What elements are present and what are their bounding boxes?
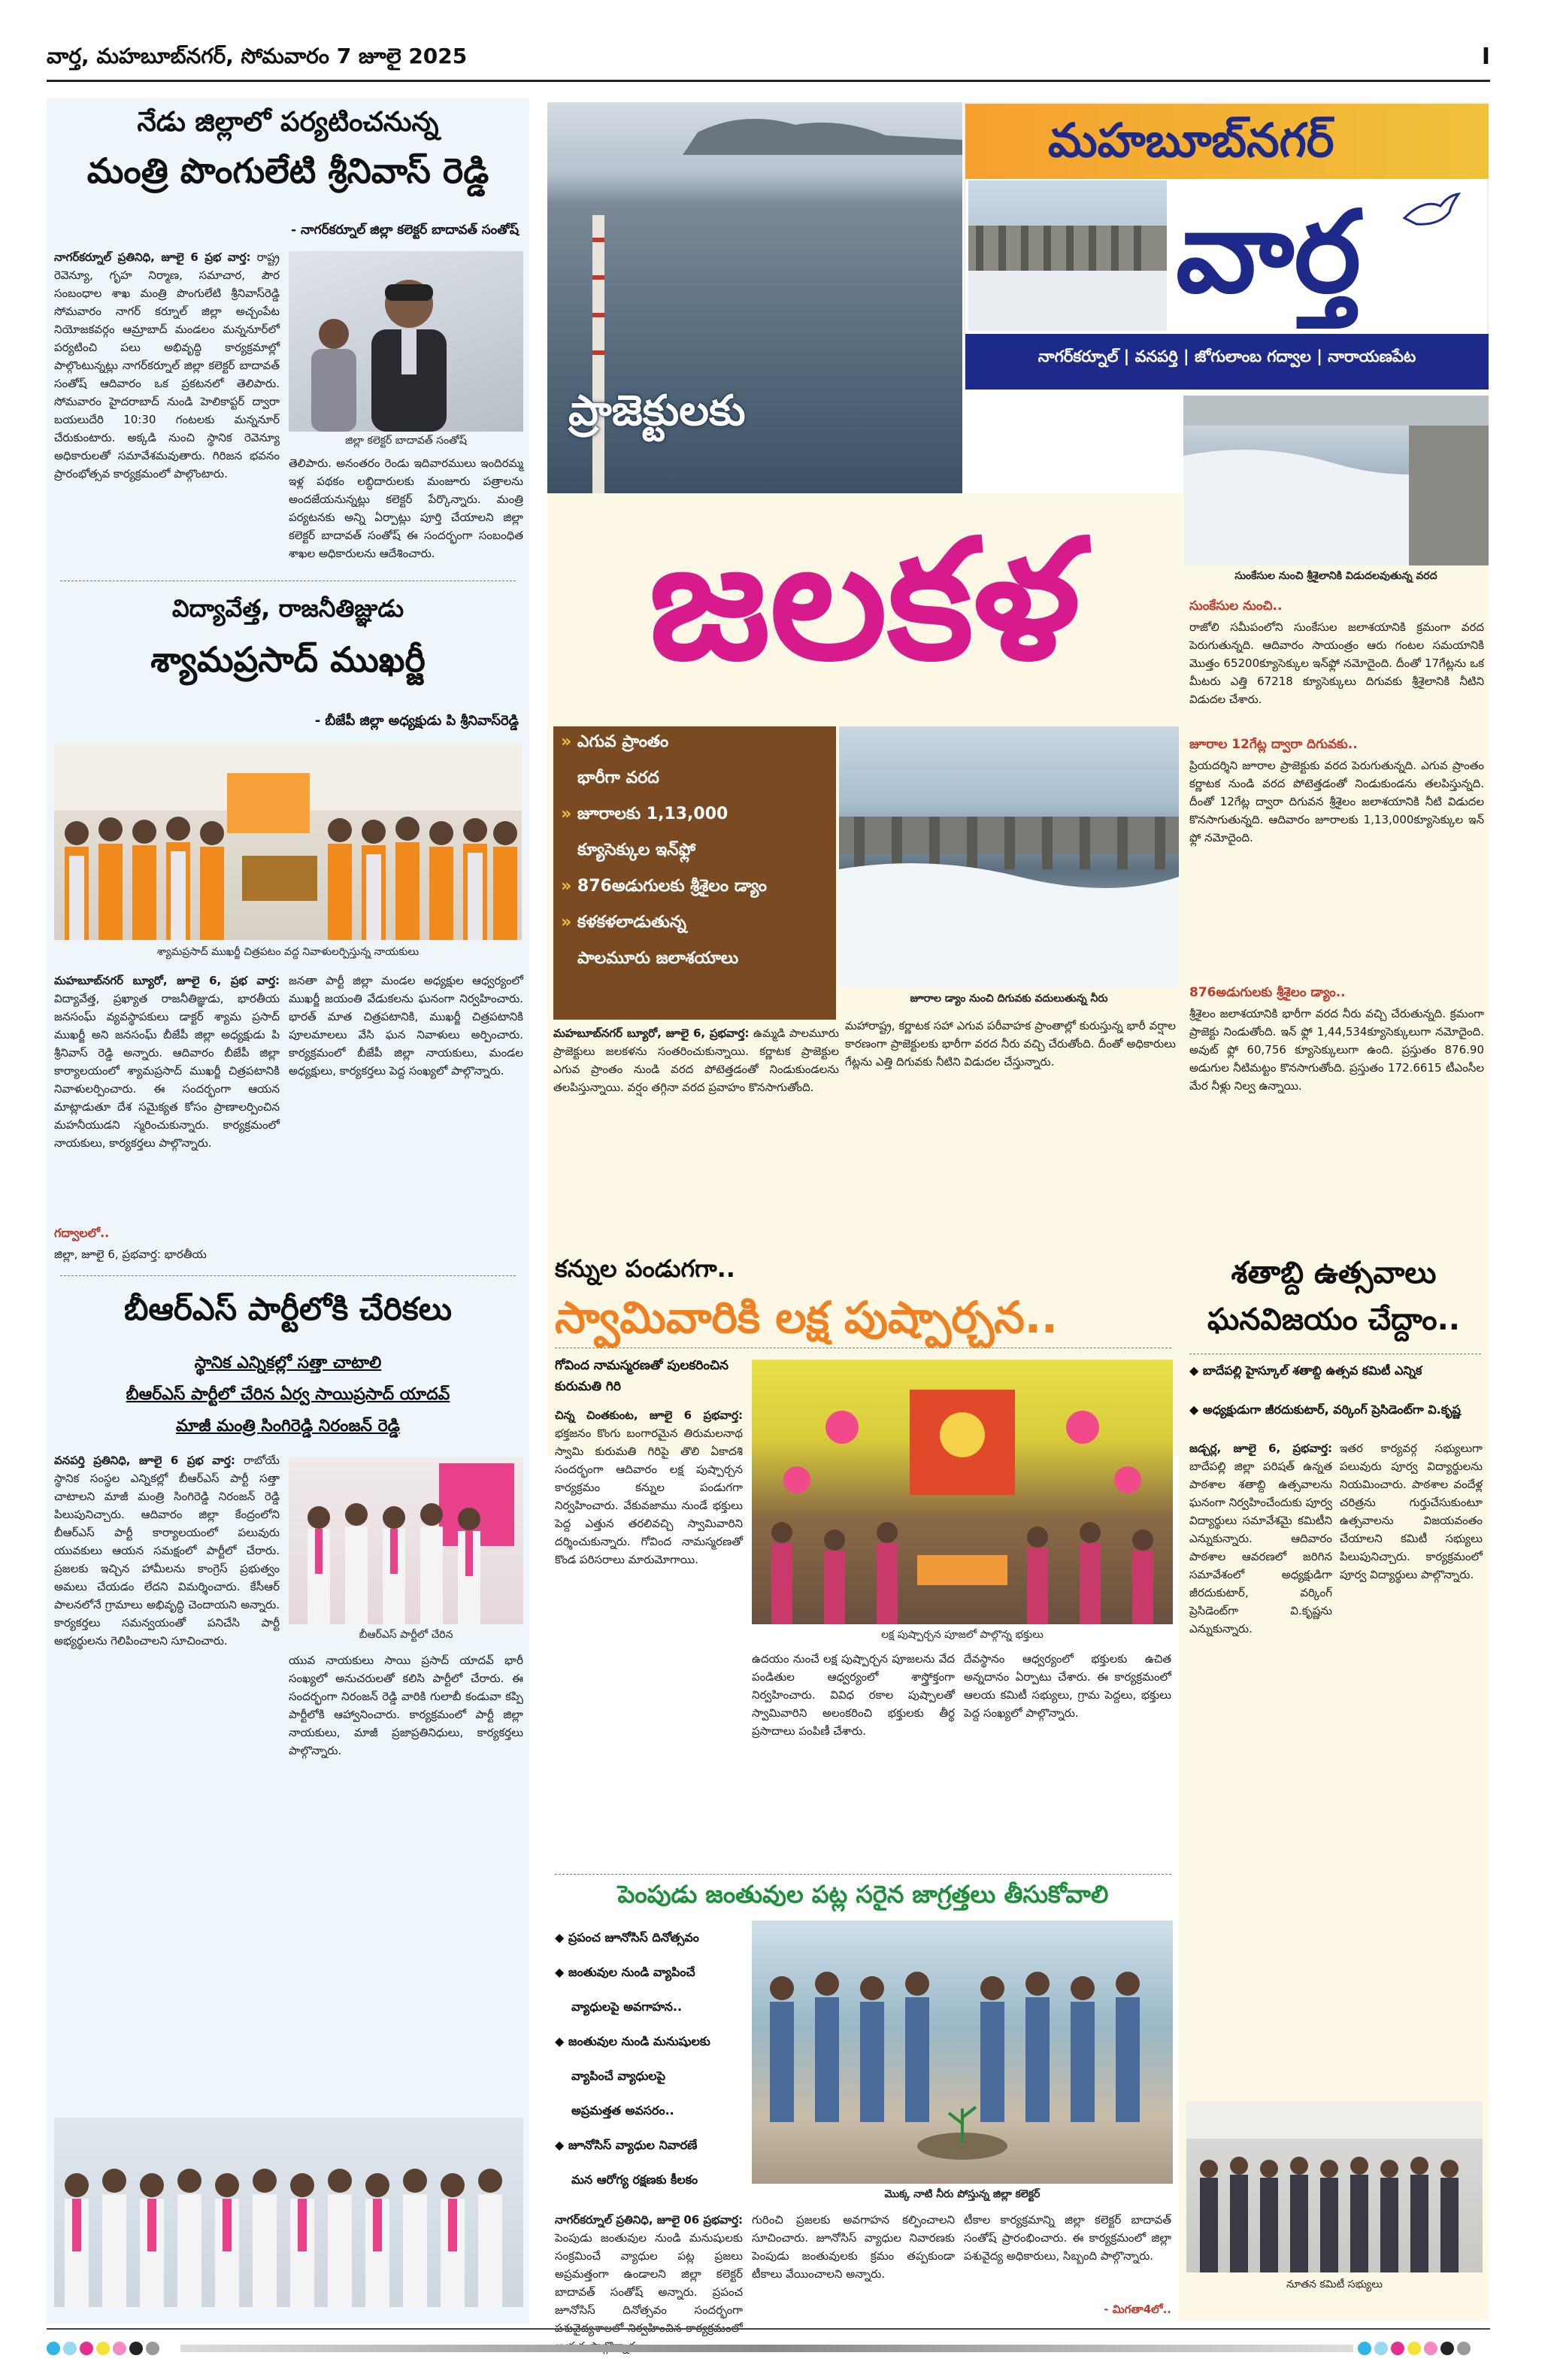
masthead-district: మహబూబ్‌నగర్	[1048, 113, 1334, 168]
temple-body-col2-text: ఉదయం నుంచే లక్ష పుష్పార్చన పూజలను వేద పండితుల ఆధ్వర్యంలో శాస్త్రోక్తంగా నిర్వహించారు. వివిధ రకాల పుష్పాలతో స్వామివారిని అలంకరించి భక్తులకు తీర్థ ప్రసాదాలు పంపిణీ చేశారు.	[752, 1652, 955, 1738]
diamond-icon: ◆	[555, 1930, 565, 1945]
highlight-row-0	[561, 732, 828, 769]
minister-lead: నాగర్‌కర్నూల్ ప్రతినిధి, జూలై 6 ప్రభ వార్త:	[54, 250, 251, 264]
dateline-text: వార్త, మహబూబ్‌నగర్, సోమవారం 7 జూలై 2025	[47, 44, 468, 68]
reservoir-right-body1: రాజోలి సమీపంలోని సుంకేసుల జలాశయానికి క్రమంగా వరద పెరుగుతున్నది. ఆదివారం సాయంత్రం ఆరు గంటల సమయానికి మొత్తం 65200క్యూసెక్కుల ఇన్‌ఫ్లో నమోదైంది. దీంతో 17గేట్లను ఒక మీటరు ఎత్తి 67218 క్యూసెక్కులు దిగువకు శ్రీశైలానికి నీటిని విడుదల చేశారు.	[1189, 620, 1484, 706]
minister-body-col1-text: రాష్ట్ర రెవెన్యూ, గృహ నిర్మాణ, సమాచార, పౌర సంబంధాల శాఖ మంత్రి పొంగులేటి శ్రీనివాస్‌రెడ్డి సోమవారం నాగర్ కర్నూల్ జిల్లా అచ్చంపేట నియోజకవర్గం ఆమ్రాబాద్ మండలం మన్ననూర్‌లో పర్యటించి పలు అభివృద్ధి కార్యక్రమాల్లో పాల్గొంటున్నట్లు నాగర్‌కర్నూల్ జిల్లా కలెక్టర్ బాదావత్ సంతోష్ ఆదివారం ఒక ప్రకటనలో తెలిపారు. సోమవారం హైదరాబాద్ నుండి హెలికాప్టర్ ద్వారా బయలుదేరి 10:30 గంటలకు మన్ననూర్ చేరుకుంటారు. అక్కడి నుంచి స్థానిక రెవెన్యూ అధికారులతో సమావేశమవుతారు. గిరిజన భవనం ప్రారంభోత్సవ కార్యక్రమంలో పాల్గొంటారు.	[54, 250, 280, 481]
reservoir-right-title3: 876అడుగులకు శ్రీశైలం డ్యాం..	[1189, 985, 1346, 1000]
diamond-icon: ◆	[1189, 1402, 1199, 1417]
highlight-row-6	[561, 949, 828, 985]
zoonosis-bullet-0	[555, 1921, 743, 1955]
reg-dot-lightcyan-r	[1374, 2342, 1388, 2355]
highlight-row-4	[561, 877, 828, 913]
highlight-text-5: కళకళలాడుతున్న	[577, 913, 686, 932]
brs-photo-caption: బీఆర్ఎస్ పార్టీలో చేరిన	[359, 1629, 453, 1641]
mukherjee-photo-group	[54, 743, 522, 940]
zoonosis-headline: పెంపుడు జంతువుల పట్ల సరైన జాగ్రత్తలు తీసుకోవాలి	[617, 1880, 1109, 1909]
highlight-text-0: ఎగువ ప్రాంతం	[577, 732, 669, 751]
reg-dot-grey	[146, 2342, 159, 2355]
masthead-subdistricts: నాగర్‌కర్నూల్ | వనపర్తి | జోగులాంబ గద్వాల | నారాయణపేట	[1038, 347, 1416, 365]
brs-photo-group	[289, 1457, 523, 1624]
zoonosis-bullet-6-text: జూనోసిస్ వ్యాధుల నివారణే	[568, 2138, 698, 2152]
masthead-brand	[1176, 177, 1486, 328]
temple-body-col3	[964, 1650, 1171, 1865]
minister-body-col2-text: తెలిపారు. అనంతరం రెండు ఇదివారములు ఇందిరమ్మ ఇళ్ల పథకం లబ్ధిదారులకు మంజూరు పత్రాలను అందజేయనున్నట్లు కలెక్టర్ పేర్కొన్నారు. మంత్రి పర్యటనకు అన్ని ఏర్పాట్లు పూర్తి చేయాలని జిల్లా కలెక్టర్ బాదావత్ సంతోష్ ఈ సందర్భంగా సంబంధిత శాఖల అధికారులను ఆదేశించారు.	[289, 456, 523, 560]
temple-photo	[752, 1360, 1173, 1624]
footer-gradient-bar	[180, 2345, 1353, 2352]
brs-lead: వనపర్తి ప్రతినిధి, జూలై 6 ప్రభ వార్త:	[54, 1454, 235, 1467]
reservoir-right-title2: జూరాల 12గేట్ల ద్వారా దిగువకు..	[1189, 737, 1358, 752]
divider-2	[60, 1275, 516, 1276]
zoonosis-bullet-4-text: వ్యాపించే వ్యాధులపై	[571, 2069, 665, 2083]
masthead	[964, 102, 1489, 390]
zoonosis-bullet-3	[555, 2024, 743, 2059]
mukherjee-body-col1	[54, 972, 280, 1224]
dateline	[47, 44, 1490, 78]
brs-photo	[289, 1457, 523, 1624]
reservoir-highlight-box	[553, 726, 836, 1020]
reservoir-headline: జలకళ	[649, 504, 1080, 696]
jurala-dam-photo-caption: జూరాల డ్యాం నుంచి దిగువకు వదులుతున్న నీరు	[910, 993, 1108, 1005]
zoonosis-bullet-7-text: మన ఆరోగ్య రక్షణకు కీలకం	[571, 2172, 698, 2187]
zoonosis-photo	[752, 1921, 1173, 2184]
temple-body-col1	[555, 1406, 743, 1865]
zoonosis-body-col3-text: టీకాల కార్యక్రమాన్ని జిల్లా కలెక్టర్ బాదావత్ సంతోష్ ప్రారంభించారు. ఈ కార్యక్రమంలో జిల్లా పశువైద్య అధికారులు, సిబ్బంది పాల్గొన్నారు.	[964, 2213, 1171, 2263]
mukherjee-byline: - బీజేపీ జిల్లా అధ్యక్షుడు పి శ్రీనివాస్‌రెడ్డి	[314, 713, 519, 729]
zoonosis-photo-illustration	[752, 1921, 1173, 2184]
temple-kicker: కన్నుల పండుగగా..	[555, 1254, 735, 1283]
page-marker: I	[1481, 44, 1490, 70]
centenary-bullet2-text: అధ్యక్షుడుగా జీరదుకుటార్, వర్కింగ్ ప్రెసిడెంట్‌గా వి.కృష్ణ	[1202, 1402, 1461, 1417]
brs-sub3: మాజీ మంత్రి సింగిరెడ్డి నిరంజన్ రెడ్డి	[176, 1417, 400, 1436]
temple-sub: గోవింద నామస్మరణతో పులకరించిన కురుమతి గిరి	[555, 1358, 729, 1394]
zoonosis-bullet-0-text: ప్రపంచ జూనోసిస్ దినోత్సవం	[568, 1930, 699, 1945]
brs-sub2: బీఆర్ఎస్ పార్టీలో చేరిన ఏర్వ సాయిప్రసాద్ యాదవ్	[126, 1385, 450, 1404]
zoonosis-bullet-2-text: వ్యాధులపై అవగాహన..	[571, 2000, 683, 2014]
centenary-bullet1	[1189, 1361, 1484, 1381]
centenary-lead: జడ్చర్ల, జూలై 6, ప్రభవార్త:	[1189, 1442, 1332, 1455]
zoonosis-bullet-1	[555, 1955, 743, 1990]
temple-body-col3-text: దేవస్థానం ఆధ్వర్యంలో భక్తులకు ఉచిత అన్నదానం ఏర్పాటు చేశారు. ఈ కార్యక్రమంలో ఆలయ కమిటీ సభ్యులు, గ్రామ పెద్దలు, భక్తులు పెద్ద సంఖ్యలో పాల్గొన్నారు.	[964, 1652, 1171, 1720]
diamond-icon: ◆	[1189, 1363, 1199, 1378]
reg-dot-cyan-r	[1358, 2342, 1371, 2355]
mukherjee-kicker: విద్యావేత్త, రాజనీతిజ్ఞుడు	[171, 594, 404, 623]
diamond-icon: ◆	[555, 1965, 565, 1979]
centenary-body-col2	[1340, 1439, 1483, 2086]
reservoir-right-title1: సుంకేసుల నుంచి..	[1189, 599, 1283, 614]
minister-byline: - నాగర్‌కర్నూల్ జిల్లా కలెక్టర్ బాదావత్ సంతోష్	[291, 223, 519, 238]
centenary-photo-group	[1186, 2101, 1483, 2272]
minister-body-col1	[54, 248, 280, 564]
double-chevron-icon: »	[561, 877, 572, 896]
temple-body-col1-text: భక్తజనం కొంగు బంగారమైన తిరుమలనాథ స్వామి కురుమతి గిరిపై తొలి ఏకాదశి సందర్భంగా ఆదివారం లక్ష పుష్పార్చన కార్యక్రమం కన్నుల పండుగగా నిర్వహించారు. వేకువజాము నుండే భక్తులు పెద్ద ఎత్తున తరలివచ్చి స్వామివారిని దర్శించుకున్నారు. గోవింద నామస్మరణతో కొండ పరిసరాలు మారుమోగాయి.	[555, 1426, 743, 1566]
sunkesula-illustration	[1183, 396, 1489, 565]
reg-dot-pink-r	[1424, 2342, 1437, 2355]
masthead-dam-photo	[968, 180, 1167, 331]
reservoir-right-body3: శ్రీశైలం జలాశయానికి భారీగా వరద నీరు వచ్చి చేరుతున్నది. క్రమంగా ప్రాజెక్టు నిండుతోంది. ఇన్ ఫ్లో 1,44,534క్యూసెక్కులుగా నమోదైంది. అవుట్ ఫ్లో 60,756 క్యూసెక్కులుగా ఉంది. ప్రస్తుతం 876.90 అడుగుల నీటిమట్టం కొనసాగుతోంది. ప్రస్తుతం 172.6615 టీఎంసీల మేర నీళ్లు నిల్వ ఉన్నాయి.	[1189, 1007, 1484, 1093]
sunkesula-photo	[1183, 396, 1489, 565]
header-rule	[47, 80, 1490, 82]
highlight-text-1: భారీగా వరద	[577, 769, 659, 787]
mukherjee-lead: మహబూబ్‌నగర్ బ్యూరో, జూలై 6, ప్రభ వార్త:	[54, 974, 280, 987]
reg-dot-black	[129, 2342, 143, 2355]
reservoir-kicker: ప్రాజెక్టులకు	[568, 387, 746, 435]
zoonosis-bullet-1-text: జంతువుల నుండి వ్యాపించే	[568, 1965, 695, 1979]
dove-icon	[1401, 191, 1462, 233]
centenary-bullet2	[1189, 1400, 1484, 1420]
highlight-row-5	[561, 913, 828, 949]
registration-marks-left	[47, 2342, 162, 2358]
double-chevron-icon: »	[561, 732, 572, 751]
diamond-icon: ◆	[555, 2138, 565, 2152]
brs-body-col1	[54, 1451, 280, 2075]
mukherjee-photo	[54, 743, 522, 940]
reg-dot-black-r	[1440, 2342, 1454, 2355]
reg-dot-yellow-r	[1407, 2342, 1421, 2355]
diamond-icon: ◆	[555, 2034, 565, 2048]
zoonosis-bullet-7	[555, 2163, 743, 2197]
highlight-text-2: జూరాలకు 1,13,000	[577, 805, 729, 823]
brs-group-photo	[54, 2118, 523, 2307]
minister-kicker: నేడు జిల్లాలో పర్యటించనున్న	[137, 107, 439, 138]
brs-body-col1-text: రాబోయే స్థానిక సంస్థల ఎన్నికల్లో బీఆర్ఎస్ పార్టీ సత్తా చాటాలని మాజీ మంత్రి సింగిరెడ్డి నిరంజన్ రెడ్డి పిలుపునిచ్చారు. ఆదివారం జిల్లా కేంద్రంలోని బీఆర్ఎస్ పార్టీ కార్యాలయంలో పలువురు యువకులు ఆయన సమక్షంలో పార్టీలో చేరారు. ప్రజలకు ఇచ్చిన హామీలను కాంగ్రెస్ ప్రభుత్వం అమలు చేయడం లేదని విమర్శించారు. కేసీఆర్ పాలనలోనే గ్రామాలు అభివృద్ధి చెందాయని అన్నారు. కార్యకర్తలు సమన్వయంతో పనిచేసి పార్టీ అభ్యర్థులను గెలిపించాలని సూచించారు.	[54, 1454, 280, 1648]
centenary-photo-caption: నూతన కమిటీ సభ్యులు	[1286, 2278, 1383, 2291]
centenary-bullet1-text: బాదేపల్లి హైస్కూల్ శతాబ్ది ఉత్సవ కమిటీ ఎన్నిక	[1202, 1363, 1422, 1378]
mukherjee-headline: శ్యామప్రసాద్ ముఖర్జీ	[150, 639, 426, 680]
zoonosis-body-col2-text: గురించి ప్రజలకు అవగాహన కల్పించాలని సూచించారు. జూనోసిస్ వ్యాధుల నివారణకు పెంపుడు జంతువులకు క్రమం తప్పకుండా టీకాలు వేయించాలని అన్నారు.	[752, 2213, 955, 2281]
reservoir-body-col1	[553, 1024, 839, 1242]
reservoir-right-body2: ప్రియదర్శిని జూరాల ప్రాజెక్టుకు వరద పెరుగుతున్నది. ఎగువ ప్రాంతం కర్ణాటక నుండి వరద పోటెత్తడంతో నిండుకుండను తలపిస్తున్నది. దీంతో 12గేట్ల ద్వారా దిగువన శ్రీశైలం జలాశయానికి నీటి విడుదల కొనసాగుతున్నది. ఆదివారం జూరాలకు 1,13,000క్యూసెక్కుల ఇన్ ఫ్లో నమోదైంది.	[1189, 759, 1484, 844]
minister-headline: మంత్రి పొంగులేటి శ్రీనివాస్ రెడ్డి	[86, 150, 489, 191]
collector-photo	[289, 251, 523, 432]
zoonosis-bullet-box	[555, 1921, 743, 2202]
brs-group-photo-figures	[54, 2118, 523, 2307]
double-chevron-icon: »	[561, 913, 572, 932]
reg-dot-cyan	[47, 2342, 60, 2355]
zoonosis-body-col1-text: పెంపుడు జంతువుల నుండి మనుషులకు సంక్రమించే వ్యాధుల పట్ల ప్రజలు అప్రమత్తంగా ఉండాలని జిల్లా కలెక్టర్ బాదావత్ సంతోష్ అన్నారు. ప్రపంచ జూనోసిస్ దినోత్సవం సందర్భంగా పశువైద్యశాలలో నిర్వహించిన కార్యక్రమంలో	[555, 2231, 743, 2335]
footer-rule	[47, 2328, 1490, 2330]
reg-dot-yellow	[96, 2342, 110, 2355]
centenary-headline2: ఘనవిజయం చేద్దాం..	[1207, 1302, 1460, 1337]
mukherjee-body-col2-text: జనతా పార్టీ జిల్లా మండల అధ్యక్షుల ఆధ్వర్యంలో ముఖర్జీ జయంతి వేడుకలను ఘనంగా నిర్వహించారు. భారత్ మాత చిత్రపటానికి, ముఖర్జీ చిత్రపటానికి పూలమాలలు వేసి ఘన నివాళులు అర్పించారు. కార్యక్రమంలో బీజేపీ జిల్లా నాయకులు, మండల అధ్యక్షులు, కార్యకర్తలు పెద్ద సంఖ్యలో పాల్గొన్నారు.	[289, 974, 523, 1078]
centenary-headline1: శతాబ్ది ఉత్సవాలు	[1231, 1256, 1437, 1290]
centenary-body-col1-text: బాదేపల్లి జిల్లా పరిషత్ ఉన్నత పాఠశాల శతాబ్ది ఉత్సవాలను ఘనంగా నిర్వహించేందుకు పూర్వ విద్యార్థులు సమావేశమై కమిటీని ఎన్నుకున్నారు. ఆదివారం పాఠశాల ఆవరణలో జరిగిన సమావేశంలో అధ్యక్షుడిగా జీరదుకుటార్, వర్కింగ్ ప్రెసిడెంట్‌గా వి.కృష్ణను ఎన్నుకున్నారు.	[1189, 1460, 1332, 1636]
collector-photo-caption: జిల్లా కలెక్టర్ బాదావత్ సంతోష్	[345, 435, 467, 447]
minister-body-col2	[289, 454, 523, 564]
temple-headline: స్వామివారికి లక్ష పుష్పార్చన..	[555, 1292, 1058, 1343]
reservoir-body-col1-text: ఉమ్మడి పాలమూరు ప్రాజెక్టులు జలకళను సంతరించుకున్నాయి. కర్ణాటక ప్రాజెక్టుల ఎగువ ప్రాంతం నుండి వరద పోటెత్తడంతో నిండుకుండలను తలపిస్తున్నాయి. వర్షం తగ్గినా వరద ప్రవాహం కొనసాగుతోంది.	[553, 1026, 839, 1094]
zoonosis-bullet-5	[555, 2093, 743, 2128]
highlight-text-3: క్యూసెక్కుల ఇన్‌ఫ్లో	[577, 841, 696, 860]
masthead-dam-illustration	[968, 180, 1167, 331]
centenary-photo	[1186, 2101, 1483, 2272]
zoonosis-body-col2	[752, 2211, 955, 2321]
highlight-text-4: 876అడుగులకు శ్రీశైలం డ్యాం	[577, 877, 767, 896]
zoonosis-top-rule	[555, 1874, 1171, 1875]
mukherjee-body-col2	[289, 972, 523, 1265]
zoonosis-bullet-4	[555, 2059, 743, 2093]
zoonosis-body-col1	[555, 2211, 743, 2335]
zoonosis-body-col3	[964, 2211, 1171, 2303]
collector-photo-figure	[289, 251, 523, 432]
mukherjee-body-col1-end: జిల్లా, జూలై 6, ప్రభవార్త: భారతీయ	[54, 1248, 207, 1261]
highlight-row-2	[561, 805, 828, 841]
temple-photo-caption: లక్ష పుష్పార్చన పూజలో పాల్గొన్న భక్తులు	[881, 1629, 1044, 1641]
jurala-dam-illustration	[839, 726, 1179, 988]
zoonosis-lead: నాగర్‌కర్నూల్ ప్రతినిధి, జూలై 06 ప్రభవార్త:	[555, 2213, 743, 2227]
zoonosis-continued: - మిగతా4లో..	[1104, 2303, 1171, 2316]
mukherjee-body-col1-text: విద్యావేత్త, ప్రఖ్యాత రాజనీతిజ్ఞుడు, భారతీయ జనసంఘ్ వ్యవస్థాపకులు డాక్టర్ శ్యామ ప్రసాద్ ముఖర్జీ అని జనసంఘ్ బీజేపీ జిల్లా అధ్యక్షుడు పి శ్రీనివాస్ రెడ్డి అన్నారు. ఆదివారం బీజేపీ జిల్లా కార్యాలయంలో శ్యామప్రసాద్ ముఖర్జీ చిత్రపటానికి నివాళులర్పించారు. ఈ సందర్భంగా ఆయన మాట్లాడుతూ దేశ సమైక్యత కోసం ప్రాణాలర్పించిన మహనీయుడని స్మరించుకున్నారు. కార్యక్రమంలో నాయకులు, కార్యకర్తలు పాల్గొన్నారు.	[54, 992, 280, 1150]
temple-body-col2	[752, 1650, 955, 1865]
mukherjee-photo-caption: శ్యామప్రసాద్ ముఖర్జీ చిత్రపటం వద్ద నివాళులర్పిస్తున్న నాయకులు	[156, 946, 420, 958]
reg-dot-magenta-r	[1391, 2342, 1404, 2355]
jurala-dam-photo	[839, 726, 1179, 988]
centenary-body-col2-text: ఇతర కార్యవర్గ సభ్యులుగా పలువురు పూర్వ విద్యార్థులను నియమించారు. పాఠశాల వందేళ్ల చరిత్రను గుర్తుచేసుకుంటూ ఉత్సవాలను విజయవంతం చేయాలని కమిటీ సభ్యులు పిలుపునిచ్చారు. కార్యక్రమంలో పూర్వ విద్యార్థులు పాల్గొన్నారు.	[1340, 1442, 1483, 1581]
temple-photo-illustration	[752, 1360, 1173, 1624]
highlight-text-6: పాలమూరు జలాశయాలు	[577, 949, 739, 968]
zoonosis-bullet-3-text: జంతువుల నుండి మనుషులకు	[568, 2034, 710, 2048]
registration-marks-right	[1358, 2342, 1474, 2358]
brs-headline: బీఆర్ఎస్ పార్టీలోకి చేరికలు	[123, 1290, 452, 1327]
sunkesula-photo-caption: సుంకేసుల నుంచి శ్రీశైలానికి విడుదలవుతున్న వరద	[1234, 570, 1437, 582]
mukherjee-subhead: గద్వాలలో..	[54, 1226, 110, 1240]
masthead-subdistricts-band	[965, 334, 1489, 390]
zoonosis-photo-caption: మొక్క నాటి నీరు పోస్తున్న జిల్లా కలెక్టర్	[884, 2188, 1041, 2200]
masthead-district-band	[965, 104, 1489, 179]
masthead-brand-text: వార్త	[1176, 187, 1362, 318]
reg-dot-lightcyan	[63, 2342, 77, 2355]
reservoir-body-col2-text: మహారాష్ట్ర, కర్ణాటక సహా ఎగువ పరీవాహక ప్రాంతాల్లో కురుస్తున్న భారీ వర్షాల కారణంగా ప్రాజెక్టులకు భారీగా వరద నీరు వచ్చి చేరుతోంది. దీంతో అధికారులు గేట్లను ఎత్తి దిగువకు నీటిని విడుదల చేస్తున్నారు.	[845, 1019, 1176, 1069]
zoonosis-bullet-6	[555, 2128, 743, 2163]
highlight-row-3	[561, 841, 828, 877]
zoonosis-bullet-2	[555, 1990, 743, 2024]
reservoir-lead: మహబూబ్‌నగర్ బ్యూరో, జూలై 6, ప్రభవార్త:	[553, 1026, 750, 1040]
highlight-row-1	[561, 769, 828, 805]
brs-body-col2-text: యువ నాయకులు సాయి ప్రసాద్ యాదవ్ భారీ సంఖ్యలో అనుచరులతో కలిసి పార్టీలో చేరారు. ఈ సందర్భంగా నిరంజన్ రెడ్డి వారికి గులాబీ కండువా కప్పి పార్టీలోకి ఆహ్వానించారు. కార్యక్రమంలో పార్టీ జిల్లా నాయకులు, మాజీ ప్రజాప్రతినిధులు, కార్యకర్తలు పాల్గొన్నారు.	[289, 1654, 523, 1757]
brs-sub1: స్థానిక ఎన్నికల్లో సత్తా చాటాలి	[194, 1354, 382, 1372]
reg-dot-grey-r	[1457, 2342, 1471, 2355]
zoonosis-bullet-5-text: అప్రమత్తత అవసరం..	[571, 2103, 674, 2118]
brs-body-col2	[289, 1651, 523, 2075]
reservoir-body-col2	[845, 1017, 1176, 1242]
centenary-body-col1	[1189, 1439, 1332, 2086]
reg-dot-pink	[113, 2342, 126, 2355]
reg-dot-magenta	[80, 2342, 93, 2355]
temple-lead: చిన్న చింతకుంట, జూలై 6 ప్రభవార్త:	[555, 1408, 743, 1422]
double-chevron-icon: »	[561, 805, 572, 823]
